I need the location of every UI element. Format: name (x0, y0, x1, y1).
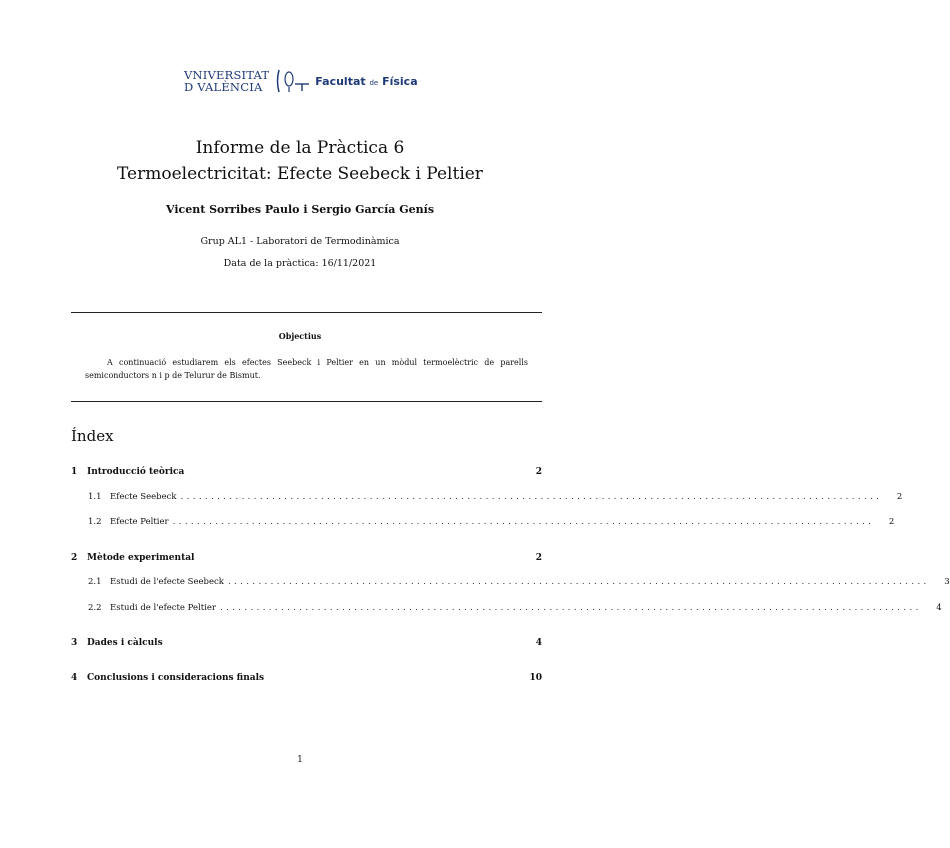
toc-subsection-1-1[interactable] (88, 492, 903, 502)
report-title: Informe de la Pràctica 6 (195, 138, 405, 158)
toc-subsection-2-1[interactable] (88, 577, 950, 587)
toc-leader-dots: ................................................................................................................... (227, 577, 930, 587)
group-info: Grup AL1 - Laboratori de Termodinàmica (200, 236, 400, 247)
toc-section-3[interactable] (71, 638, 542, 648)
toc-number: 3 (71, 638, 78, 648)
toc-leader-dots: ................................................................................................................... (172, 517, 875, 527)
toc-label: Introducció teòrica (87, 467, 185, 477)
faculty-name-end: Física (382, 74, 418, 88)
toc-label: Estudi de l'efecte Peltier (110, 603, 216, 613)
toc-number: 4 (71, 673, 78, 683)
abstract-text: A continuació estudiarem els efectes Seebeck i Peltier en un mòdul termoelèctric de parells semiconductors n i p de Telurur de Bismut. (85, 358, 528, 380)
toc-label: Dades i càlculs (87, 638, 163, 648)
toc-number: 2.1 (88, 577, 102, 587)
toc-number: 1.2 (88, 517, 102, 527)
toc-page: 2 (896, 492, 903, 502)
toc-section-4[interactable] (71, 673, 542, 683)
toc-label: Conclusions i consideracions finals (87, 673, 265, 683)
university-logo (184, 66, 418, 96)
toc-label: Efecte Seebeck (110, 492, 177, 502)
toc-leader-dots: ................................................................................................................... (180, 492, 883, 502)
toc-page: 2 (535, 553, 542, 563)
physics-faculty-icon (275, 67, 311, 95)
faculty-name-de: de (369, 78, 379, 87)
abstract-top-rule (71, 312, 542, 313)
toc-page: 2 (888, 517, 895, 527)
abstract-bottom-rule (71, 401, 542, 402)
toc-section-1[interactable] (71, 467, 542, 477)
toc-number: 1 (71, 467, 78, 477)
page-number: 1 (297, 755, 303, 765)
university-name-line2: D VALÈNCIA (184, 80, 263, 94)
toc-number: 2 (71, 553, 78, 563)
practice-date: Data de la pràctica: 16/11/2021 (223, 258, 377, 269)
toc-page: 4 (535, 638, 542, 648)
report-subtitle: Termoelectricitat: Efecte Seebeck i Peltier (117, 164, 483, 184)
toc-page: 4 (936, 603, 942, 613)
toc-leader-dots: ................................................................................................................... (219, 603, 922, 613)
index-title: Índex (71, 427, 114, 445)
toc-label: Estudi de l'efecte Seebeck (110, 577, 224, 587)
university-name (184, 69, 269, 93)
toc-subsection-2-2[interactable] (88, 603, 942, 613)
toc-page: 10 (529, 673, 542, 683)
toc-label: Efecte Peltier (110, 517, 169, 527)
toc-subsection-1-2[interactable] (88, 517, 895, 527)
authors: Vicent Sorribes Paulo i Sergio García Genís (165, 203, 435, 216)
toc-section-2[interactable] (71, 553, 542, 563)
university-name-line1: VNIVERSITAT (184, 68, 270, 82)
faculty-name-main: Facultat (315, 74, 366, 88)
toc-number: 2.2 (88, 603, 102, 613)
abstract-title: Objectius (278, 331, 322, 341)
faculty-name (315, 75, 417, 88)
toc-label: Mètode experimental (87, 553, 195, 563)
toc-page: 2 (535, 467, 542, 477)
toc-page: 3 (944, 577, 950, 587)
toc-number: 1.1 (88, 492, 102, 502)
